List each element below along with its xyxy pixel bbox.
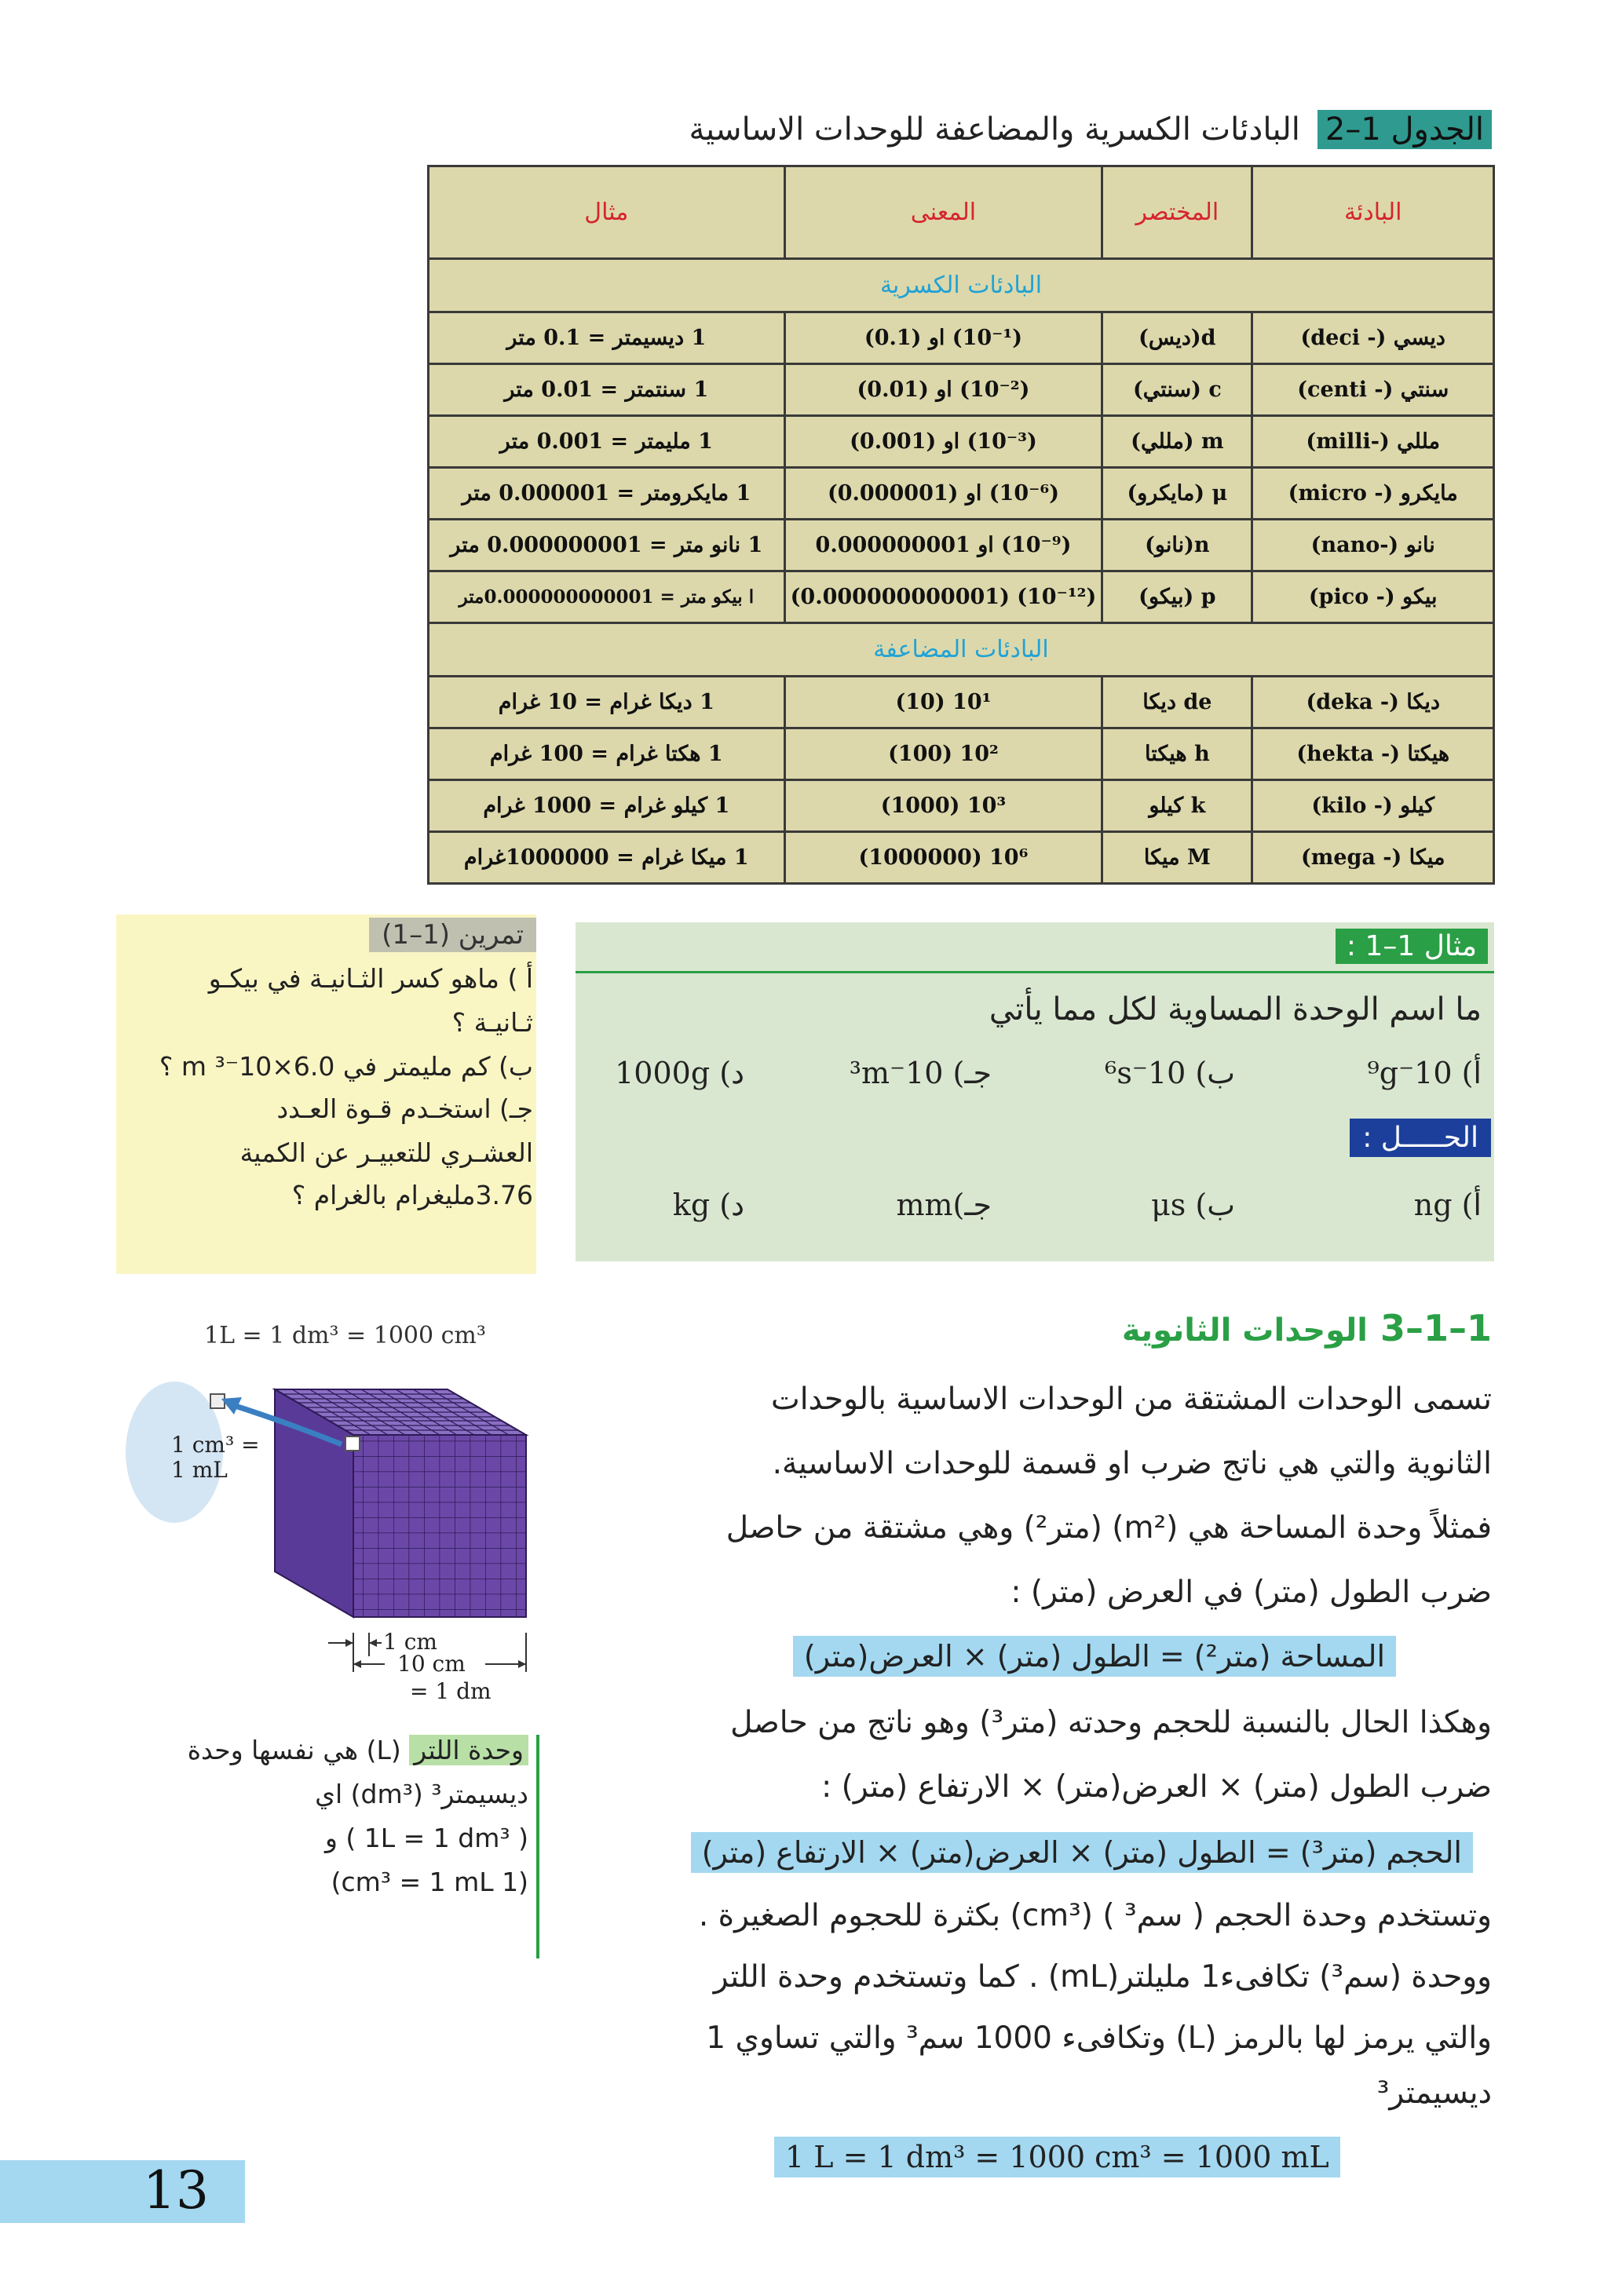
paragraph-line: ووحدة (سم³) تكافىء1 مليلتر(mL) . كما وتستخدم وحدة اللتر — [713, 1959, 1492, 1995]
answer-c: جـ)mm — [896, 1188, 992, 1222]
table-row — [429, 520, 1494, 571]
table-cell: بيكو (- pico) — [1252, 571, 1494, 623]
litre-note — [116, 1735, 539, 1958]
table-cell: 10³ (1000) — [784, 780, 1102, 832]
table-row — [429, 677, 1494, 728]
example-choice-b: ب) 10⁻⁶s — [1105, 1056, 1235, 1090]
example-choice-d: د) 1000g — [615, 1056, 744, 1090]
answer-b: ب) μs — [1151, 1188, 1235, 1222]
table-cell: نانو (-nano) — [1252, 520, 1494, 571]
table-cell: (10⁻¹²) (0.000000000001) — [784, 571, 1102, 623]
paragraph-line: تسمى الوحدات المشتقة من الوحدات الاساسية بالوحدات — [770, 1382, 1492, 1417]
table-row — [429, 728, 1494, 780]
cube-illustration — [118, 1303, 542, 1711]
table-cell: 1 مايكرومتر = 0.000001 متر — [429, 468, 785, 520]
multiple-section-title: البادئات المضاعفة — [429, 623, 1494, 677]
example-question: ما اسم الوحدة المساوية لكل مما يأتي — [989, 991, 1482, 1028]
dimension-10cm: 10 cm — [397, 1651, 466, 1677]
paragraph-line: ضرب الطول (متر) × العرض(متر) × الارتفاع (متر) : — [821, 1769, 1492, 1805]
table-tag: الجدول 1–2 — [1317, 110, 1492, 149]
paragraph-line: وهكذا الحال بالنسبة للحجم وحدته (متر³) وهو ناتج من حاصل — [730, 1705, 1492, 1740]
note-line: ( 1L = 1 dm³ ) و — [325, 1823, 528, 1853]
small-cube-label-2: 1 mL — [171, 1457, 228, 1483]
section-heading — [1122, 1307, 1492, 1349]
table-title — [689, 110, 1492, 149]
table-cell: 1 ديسيمتر = 0.1 متر — [429, 312, 785, 364]
table-caption: البادئات الكسرية والمضاعفة للوحدات الاساسية — [689, 111, 1300, 148]
prefix-table — [427, 165, 1495, 885]
table-row — [429, 364, 1494, 416]
section-number: 1–1–3 — [1380, 1307, 1492, 1349]
note-line: (1 cm³ = 1 mL) — [331, 1867, 528, 1897]
table-cell: (10⁻⁶) او (0.000001) — [784, 468, 1102, 520]
paragraph-line: الثانوية والتي هي ناتج ضرب او قسمة للوحدات الاساسية. — [772, 1446, 1492, 1481]
example-choice-c: جـ) 10⁻³m — [849, 1056, 992, 1090]
table-cell: سنتي (- centi) — [1252, 364, 1494, 416]
table-cell: (10⁻³) او (0.001) — [784, 416, 1102, 468]
note-line: (L) هي نفسها وحدة — [187, 1735, 401, 1765]
table-row — [429, 416, 1494, 468]
dimension-1cm: 1 cm — [383, 1629, 437, 1655]
note-label: وحدة اللتر — [409, 1735, 528, 1765]
paragraph-line: والتي يرمز لها بالرمز (L) وتكافىء 1000 سم³ والتي تساوي 1 — [706, 2020, 1492, 2056]
solution-label: الحـــــل : — [1350, 1119, 1491, 1157]
fraction-section-title: البادئات الكسرية — [429, 259, 1494, 312]
exercise-box — [116, 914, 536, 1274]
table-cell: 1 نانو متر = 0.000000001 متر — [429, 520, 785, 571]
table-cell: هيكتا (- hekta) — [1252, 728, 1494, 780]
table-cell: (10⁻¹) او (0.1) — [784, 312, 1102, 364]
table-cell: de ديكا — [1102, 677, 1252, 728]
dimension-1dm: = 1 dm — [410, 1678, 492, 1704]
header-example: مثال — [429, 166, 785, 259]
table-cell: c (سنتي) — [1102, 364, 1252, 416]
exercise-line: أ ) ماهو كسر الثـانيـة في بيكـو — [208, 963, 533, 994]
table-cell: μ (مايكرو) — [1102, 468, 1252, 520]
table-cell: ميكا (- mega) — [1252, 832, 1494, 884]
note-line: ديسيمتر³ (dm³) اي — [315, 1779, 528, 1809]
volume-formula: الحجم (متر³) = الطول (متر) × العرض(متر) × الارتفاع (متر) — [691, 1832, 1473, 1873]
table-cell: 1 ميكا غرام = 1000000غرام — [429, 832, 785, 884]
answer-d: د) kg — [672, 1188, 744, 1222]
table-cell: 10⁶ (1000000) — [784, 832, 1102, 884]
table-cell: 1 هكتا غرام = 100 غرام — [429, 728, 785, 780]
paragraph-line: فمثلاً وحدة المساحة هي (m²) (متر²) وهي مشتقة من حاصل — [725, 1510, 1492, 1546]
example-header — [576, 922, 1494, 973]
table-cell: 10² (100) — [784, 728, 1102, 780]
table-cell: (10⁻²) او (0.01) — [784, 364, 1102, 416]
table-cell: 1 سنتمتر = 0.01 متر — [429, 364, 785, 416]
table-row — [429, 312, 1494, 364]
section-title: الوحدات الثانوية — [1121, 1312, 1368, 1349]
header-meaning: المعنى — [784, 166, 1102, 259]
table-cell: 1 مليمتر = 0.001 متر — [429, 416, 785, 468]
table-cell: (10⁻⁹) او 0.000000001 — [784, 520, 1102, 571]
table-cell: k كيلو — [1102, 780, 1252, 832]
example-choice-a: أ) 10⁻⁹g — [1367, 1056, 1482, 1090]
table-cell: ديسي (- deci) — [1252, 312, 1494, 364]
paragraph-line: وتستخدم وحدة الحجم ( سم³ ) (cm³) بكثرة للحجوم الصغيرة . — [698, 1898, 1492, 1933]
table-row — [429, 780, 1494, 832]
exercise-line: ثـانيـة ؟ — [451, 1007, 533, 1038]
table-cell: ا بيكو متر = 0.000000000001متر — [429, 571, 785, 623]
table-cell: ديكا (- deka) — [1252, 677, 1494, 728]
example-box — [576, 922, 1494, 1261]
exercise-line: جـ) استخـدم قـوة العـدد — [276, 1093, 533, 1124]
table-row — [429, 468, 1494, 520]
page-number: 13 — [143, 2160, 209, 2221]
exercise-line: ب) كم مليمتر في 6.0×10⁻³ m ؟ — [159, 1051, 533, 1082]
table-row — [429, 832, 1494, 884]
table-cell: مللي (-milli) — [1252, 416, 1494, 468]
table-cell: 10¹ (10) — [784, 677, 1102, 728]
table-cell: n(نانو) — [1102, 520, 1252, 571]
table-cell: d(ديس) — [1102, 312, 1252, 364]
paragraph-line: ديسيمتر³ — [1376, 2075, 1492, 2111]
exercise-label: تمرين (1–1) — [369, 918, 536, 952]
example-label: مثال 1–1 : — [1336, 929, 1488, 964]
table-header-row — [429, 166, 1494, 259]
table-cell: m (مللي) — [1102, 416, 1252, 468]
table-row — [429, 571, 1494, 623]
table-cell: كيلو (- kilo) — [1252, 780, 1494, 832]
exercise-line: 3.76مليغرام بالغرام ؟ — [291, 1180, 533, 1210]
area-formula: المساحة (متر²) = الطول (متر) × العرض(متر) — [793, 1636, 1396, 1677]
header-prefix: البادئة — [1252, 166, 1494, 259]
paragraph-line: ضرب الطول (متر) في العرض (متر) : — [1010, 1575, 1492, 1610]
table-cell: 1 ديكا غرام = 10 غرام — [429, 677, 785, 728]
exercise-line: العشـري للتعبيـر عن الكمية — [239, 1137, 533, 1168]
table-cell: M ميكا — [1102, 832, 1252, 884]
table-cell: h هيكتا — [1102, 728, 1252, 780]
table-cell: مايكرو (- micro) — [1252, 468, 1494, 520]
litre-cube-figure — [118, 1303, 542, 1711]
litre-formula: 1 L = 1 dm³ = 1000 cm³ = 1000 mL — [774, 2137, 1340, 2177]
header-symbol: المختصر — [1102, 166, 1252, 259]
figure-top-label: 1L = 1 dm³ = 1000 cm³ — [204, 1322, 486, 1349]
table-cell: p (بيكو) — [1102, 571, 1252, 623]
note-first-line — [188, 1735, 528, 1765]
answer-a: أ) ng — [1413, 1188, 1482, 1222]
small-cube-label-1: 1 cm³ = — [171, 1432, 260, 1458]
table-cell: 1 كيلو غرام = 1000 غرام — [429, 780, 785, 832]
